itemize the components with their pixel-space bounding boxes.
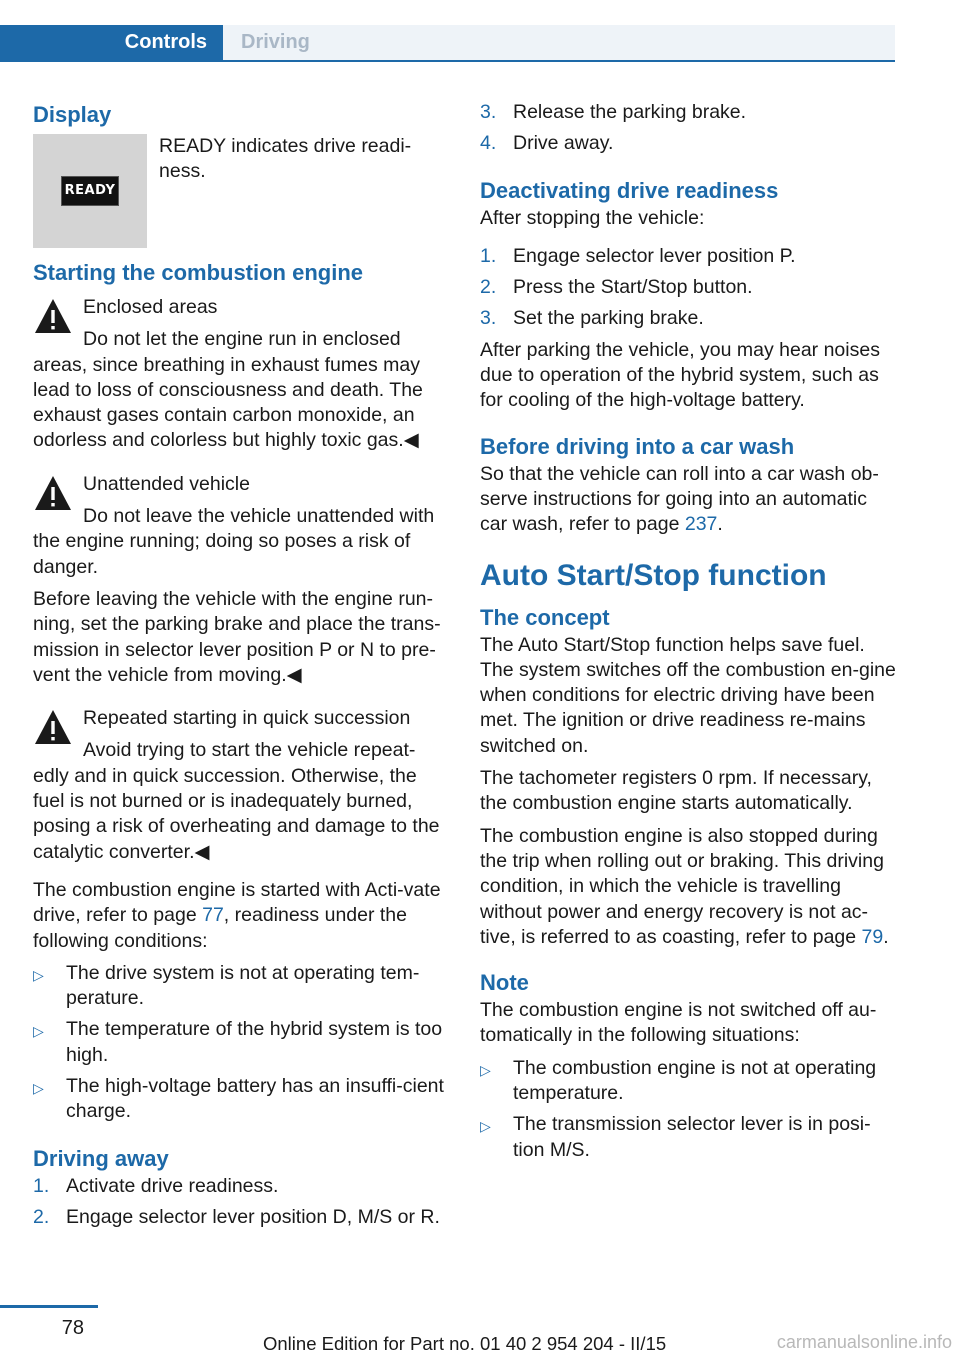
starting-heading: Starting the combustion engine xyxy=(33,260,364,285)
page-number: 78 xyxy=(61,1317,84,1339)
deactivating-heading: Deactivating drive readiness xyxy=(480,177,779,203)
watermark: carmanualsonline.info xyxy=(776,1332,952,1352)
warning-text-first-line: Avoid trying to start the vehicle repeat‐ xyxy=(83,739,416,762)
step-text: Activate drive readiness. xyxy=(66,1174,279,1197)
list-item xyxy=(480,306,898,331)
list-item xyxy=(480,275,898,300)
step-text: Set the parking brake. xyxy=(513,307,704,330)
carwash-text-body: So that the vehicle can roll into a car wash ob‐serve instructions for going into an automatic car wash, refer to page xyxy=(480,462,879,536)
list-item-text: The drive system is not at operating tem‐perature. xyxy=(66,961,420,1010)
list-item-text: The combustion engine is not at operating temperature. xyxy=(513,1056,877,1105)
step-number: 2. xyxy=(33,1205,50,1228)
driving-away-steps xyxy=(33,1174,451,1231)
warning-text: edly and in quick succession. Otherwise, the fuel is not burned or is inadequately burned, posing a risk of overheating and damage to the catalytic converter.◀ xyxy=(33,764,440,863)
warning-text: areas, since breathing in exhaust fumes may lead to loss of consciousness and death. The exhaust gases contain carbon monoxide, an odorless and colorless but highly toxic gas.◀ xyxy=(33,353,423,452)
display-section xyxy=(33,100,451,245)
step-text: Drive away. xyxy=(513,132,614,155)
warning-triangle-icon xyxy=(33,708,73,746)
display-description: READY indicates drive readi‐ness. xyxy=(159,135,412,183)
intro-text: The combustion engine is started with Acti‐vate drive, refer to page xyxy=(33,878,441,927)
page-link-79[interactable]: 79 xyxy=(861,925,884,948)
coasting-text-body: The combustion engine is also stopped during the trip when rolling out or braking. This driving condition, in which the vehicle is travelling without power and energy recovery is not ac‐tive, is referred to as coasting, refer to page xyxy=(480,824,884,948)
list-item xyxy=(480,1112,898,1163)
step-number: 1. xyxy=(33,1174,50,1197)
edition-text: Online Edition for Part no. 01 40 2 954 204 - II/15 xyxy=(263,1333,667,1354)
bullet-triangle-icon: ▷ xyxy=(33,1023,44,1040)
driving-away-steps-continued xyxy=(480,100,898,157)
list-item xyxy=(33,1074,451,1125)
coasting-text-end: . xyxy=(883,925,889,948)
list-item xyxy=(480,1056,898,1107)
coasting-text xyxy=(480,824,898,950)
page-link-237[interactable]: 237 xyxy=(684,513,718,536)
section-tabs xyxy=(0,25,895,62)
list-item-text: The transmission selector lever is in posi‐tion M/S. xyxy=(513,1113,871,1161)
note-heading: Note xyxy=(480,970,529,996)
header-divider xyxy=(0,60,895,62)
step-number: 2. xyxy=(480,276,497,299)
list-item-text: The high-voltage battery has an insuffi‐cient charge. xyxy=(66,1075,444,1123)
tab-driving[interactable]: Driving xyxy=(223,25,895,60)
ready-display-image xyxy=(33,134,147,248)
tachometer-text: The tachometer registers 0 rpm. If necessary, the combustion engine starts automatically. xyxy=(480,767,872,815)
footer-divider xyxy=(0,1305,98,1308)
auto-start-stop-heading: Auto Start/Stop function xyxy=(480,558,827,592)
deactivating-note: After parking the vehicle, you may hear noises due to operation of the hybrid system, such as for cooling of the high-voltage battery. xyxy=(480,338,880,412)
step-text: Press the Start/Stop button. xyxy=(513,276,753,299)
step-text: Engage selector lever position D, M/S or R. xyxy=(66,1205,440,1228)
warning-text-first-line: Do not let the engine run in enclosed xyxy=(83,328,401,351)
list-item xyxy=(33,961,451,1012)
bullet-triangle-icon: ▷ xyxy=(480,1118,491,1135)
concept-text: The Auto Start/Stop function helps save fuel. The system switches off the combustion en‐gine when conditions for electric driving have been met. The ignition or drive readiness re‐mains switched on. xyxy=(480,633,896,757)
list-item xyxy=(33,1017,451,1068)
deactivating-steps xyxy=(480,244,898,332)
start-conditions-intro xyxy=(33,878,451,954)
note-list xyxy=(480,1056,898,1163)
warning-repeated-starting xyxy=(33,706,451,865)
driving-away-heading: Driving away xyxy=(33,1145,169,1171)
carwash-heading: Before driving into a car wash xyxy=(480,433,795,459)
start-conditions-list xyxy=(33,961,451,1125)
warning-text-continued: Before leaving the vehicle with the engine run‐ning, set the parking brake and place the trans‐mission in selector lever position P or N to pre‐vent the vehicle from moving.◀ xyxy=(33,587,441,686)
page-link-77[interactable]: 77 xyxy=(202,904,224,927)
step-number: 3. xyxy=(480,307,497,330)
bullet-triangle-icon: ▷ xyxy=(480,1061,491,1078)
warning-title: Repeated starting in quick succession xyxy=(83,707,411,730)
warning-enclosed-areas xyxy=(33,295,451,454)
ready-indicator-icon: READY xyxy=(61,176,120,205)
display-heading: Display xyxy=(33,102,112,127)
step-text: Engage selector lever position P. xyxy=(513,244,796,267)
warning-triangle-icon xyxy=(33,474,73,512)
list-item xyxy=(33,1205,451,1230)
step-number: 1. xyxy=(480,244,497,267)
step-number: 4. xyxy=(480,132,497,155)
warning-title: Enclosed areas xyxy=(83,296,218,318)
warning-text-first-line: Do not leave the vehicle unattended with xyxy=(83,505,435,528)
list-item xyxy=(480,100,898,125)
bullet-triangle-icon: ▷ xyxy=(33,1080,44,1097)
carwash-text-end: . xyxy=(717,513,723,536)
right-column xyxy=(480,100,898,1169)
tab-controls[interactable]: Controls xyxy=(0,25,223,60)
warning-unattended-vehicle xyxy=(33,472,451,688)
list-item xyxy=(480,131,898,156)
bullet-triangle-icon: ▷ xyxy=(33,966,44,983)
carwash-text xyxy=(480,462,898,538)
left-column xyxy=(33,100,451,1236)
warning-title: Unattended vehicle xyxy=(83,472,250,495)
step-number: 3. xyxy=(480,101,497,123)
concept-heading: The concept xyxy=(480,604,610,630)
intro-text-end: , readiness under the following conditions: xyxy=(33,904,407,952)
note-text: The combustion engine is not switched off au‐tomatically in the following situations: xyxy=(480,999,877,1047)
warning-text: the engine running; doing so poses a risk of danger. xyxy=(33,530,411,578)
list-item xyxy=(480,244,898,269)
warning-triangle-icon xyxy=(33,297,73,335)
list-item xyxy=(33,1174,451,1199)
list-item-text: The temperature of the hybrid system is too high. xyxy=(66,1018,443,1066)
deactivating-intro: After stopping the vehicle: xyxy=(480,206,705,229)
step-text: Release the parking brake. xyxy=(513,101,747,123)
